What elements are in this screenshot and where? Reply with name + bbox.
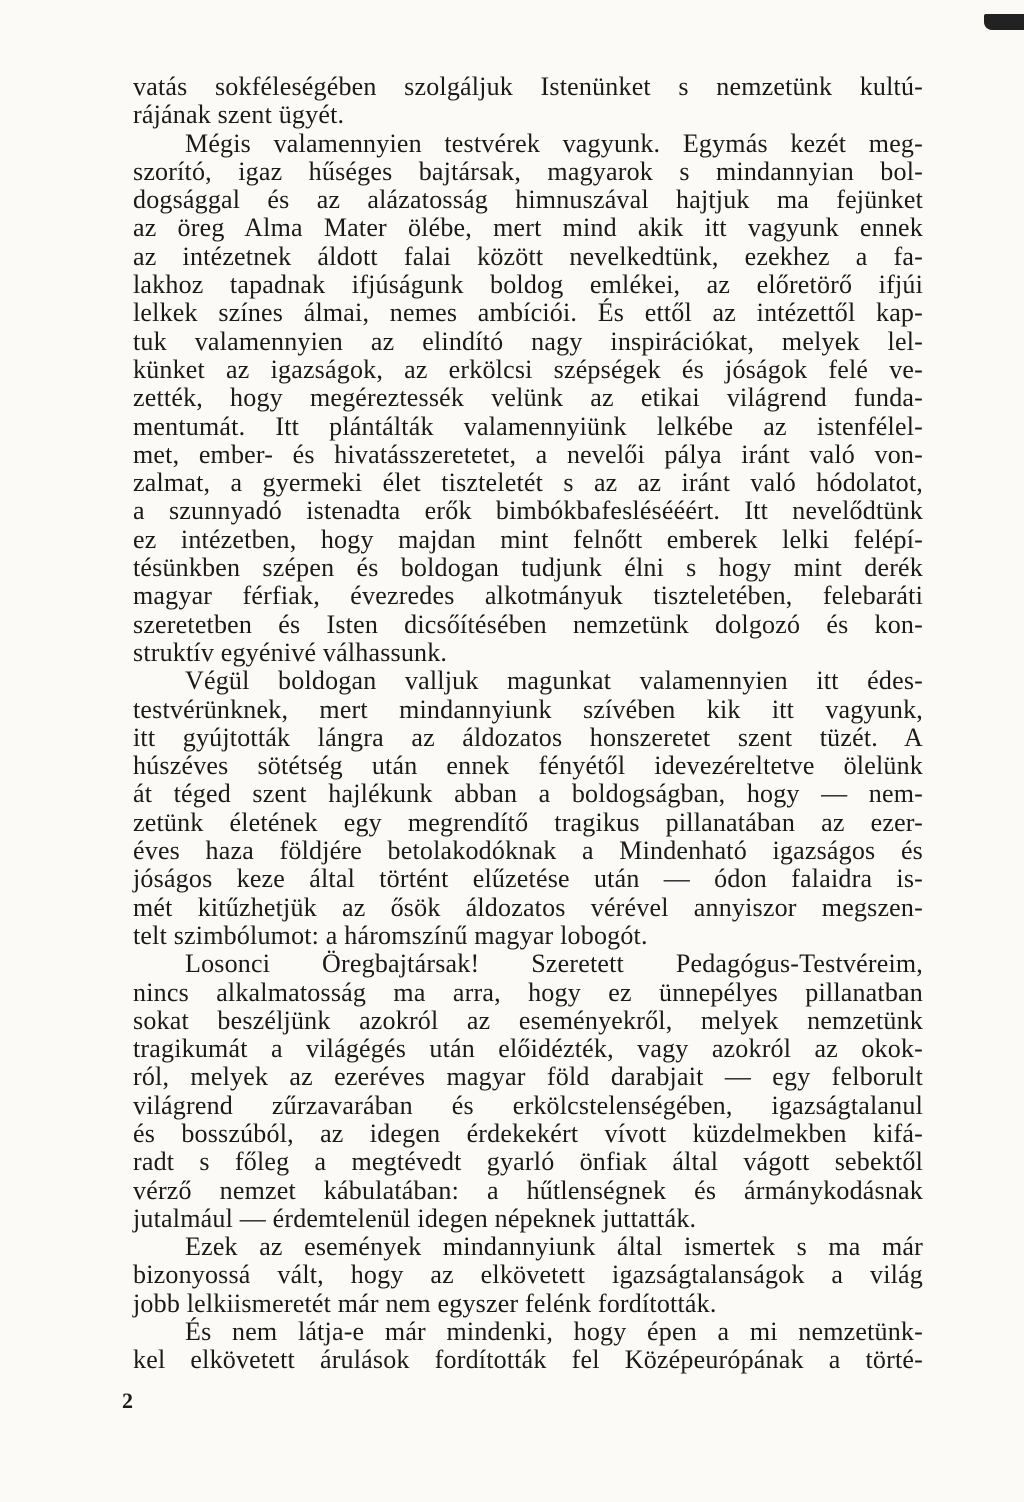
text-line: ez intézetben, hogy majdan mint felnőtt emberek lelki felépí- [133,524,923,554]
print-smudge [984,14,1024,30]
text-line: mentumát. Itt plántálták valamennyiünk lelkébe az istenfélel- [133,411,923,441]
text-line: kel elkövetett árulások fordították fel Középeurópának a törté- [133,1345,923,1375]
text-line: sokat beszéljünk azokról az eseményekről, melyek nemzetünk [133,1005,923,1035]
text-line: rájának szent ügyét. [133,100,345,130]
text-line: tésünkben szépen és boldogan tudjunk élni s hogy mint derék [133,553,923,583]
text-line: met, ember- és hivatásszeretetet, a nevelői pálya iránt való von- [133,439,923,469]
text-line: át téged szent hajlékunk abban a boldogságban, hogy — nem- [133,779,923,809]
paragraph [133,667,923,950]
paragraph [133,950,923,1233]
text-line: testvérünknek, mert mindannyiunk szívében kik itt vagyunk, [133,694,923,724]
page-number: 2 [122,1388,133,1413]
text-line: zették, hogy megéreztessék velünk az etikai világrend funda- [133,383,923,413]
text-line: lakhoz tapadnak ifjúságunk boldog emlékei, az előretörő ifjúi [133,270,923,300]
text-line: szorító, igaz hűséges bajtársak, magyarok s mindannyian bol- [133,156,923,186]
text-line: jobb lelkiismeretét már nem egyszer felénk fordították. [133,1288,717,1318]
text-line: Ezek az események mindannyiunk által ismertek s ma már [185,1232,923,1262]
text-line: radt s főleg a megtévedt gyarló önfiak által vágott sebektől [133,1147,923,1177]
text-line: vérző nemzet kábulatában: a hűtlenségnek és ármánykodásnak [133,1175,923,1205]
text-line: magyar férfiak, évezredes alkotmányuk tiszteletében, felebaráti [133,581,923,611]
text-line: és bosszúból, az idegen érdekekért vívott küzdelmekben kifá- [133,1118,923,1148]
text-line: mét kitűzhetjük az ősök áldozatos vérével annyiszor megszen- [133,892,923,922]
paragraph [133,73,923,130]
text-line: zetünk életének egy megrendítő tragikus pillanatában az ezer- [133,807,923,837]
text-line: szeretetben és Isten dicsőítésében nemzetünk dolgozó és kon- [133,609,923,639]
text-line: éves haza földjére betolakodóknak a Mindenható igazságos és [133,836,923,866]
text-line: az intézetnek áldott falai között nevelkedtünk, ezekhez a fa- [133,241,923,271]
text-line: vatás sokféleségében szolgáljuk Istenünket s nemzetünk kultú- [133,72,923,101]
text-line: jóságos keze által történt elűzetése után — ódon falaidra is- [133,864,923,894]
text-line: nincs alkalmatosság ma arra, hogy ez ünnepélyes pillanatban [133,977,923,1007]
text-line: Végül boldogan valljuk magunkat valamennyien itt édes- [185,666,923,696]
text-line: tuk valamennyien az elindító nagy inspirációkat, melyek lel- [133,326,923,356]
paragraph [133,130,923,668]
text-line: struktív egyénivé válhassunk. [133,637,448,667]
text-line: bizonyossá vált, hogy az elkövetett igazságtalanságok a világ [133,1260,923,1290]
text-line: telt szimbólumot: a háromszínű magyar lobogót. [133,920,648,950]
text-line: világrend zűrzavarában és erkölcstelenségében, igazságtalanul [133,1090,923,1120]
text-line: itt gyújtották lángra az áldozatos honszeretet szent tüzét. A [133,722,923,752]
text-line: ról, melyek az ezeréves magyar föld darabjait — egy felborult [133,1062,923,1092]
paragraph [133,1233,923,1318]
text-line: Mégis valamennyien testvérek vagyunk. Egymás kezét meg- [185,128,923,158]
text-line: az öreg Alma Mater ölébe, mert mind akik itt vagyunk ennek [133,213,923,243]
text-line: zalmat, a gyermeki élet tiszteletét s az az iránt való hódolatot, [133,468,923,498]
page-body-text [133,73,923,1375]
text-line: jutalmául — érdemtelenül idegen népeknek juttatták. [133,1203,697,1233]
text-line: a szunnyadó istenadta erők bimbókbafeslésééért. Itt nevelődtünk [133,496,923,526]
text-line: dogsággal és az alázatosság himnuszával hajtjuk ma fejünket [133,185,923,215]
text-line: lelkek színes álmai, nemes ambíciói. És ettől az intézettől kap- [133,298,923,328]
paragraph [133,1318,923,1375]
text-line: húszéves sötétség után ennek fényétől idevezéreltetve ölelünk [133,751,923,781]
text-line: Losonci Öregbajtársak! Szeretett Pedagógus-Testvéreim, [185,949,923,979]
text-line: künket az igazságok, az erkölcsi szépségek és jóságok felé ve- [133,354,923,384]
text-line: És nem látja-e már mindenki, hogy épen a mi nemzetünk- [185,1317,923,1347]
text-line: tragikumát a világégés után előidézték, vagy azokról az okok- [133,1034,923,1064]
